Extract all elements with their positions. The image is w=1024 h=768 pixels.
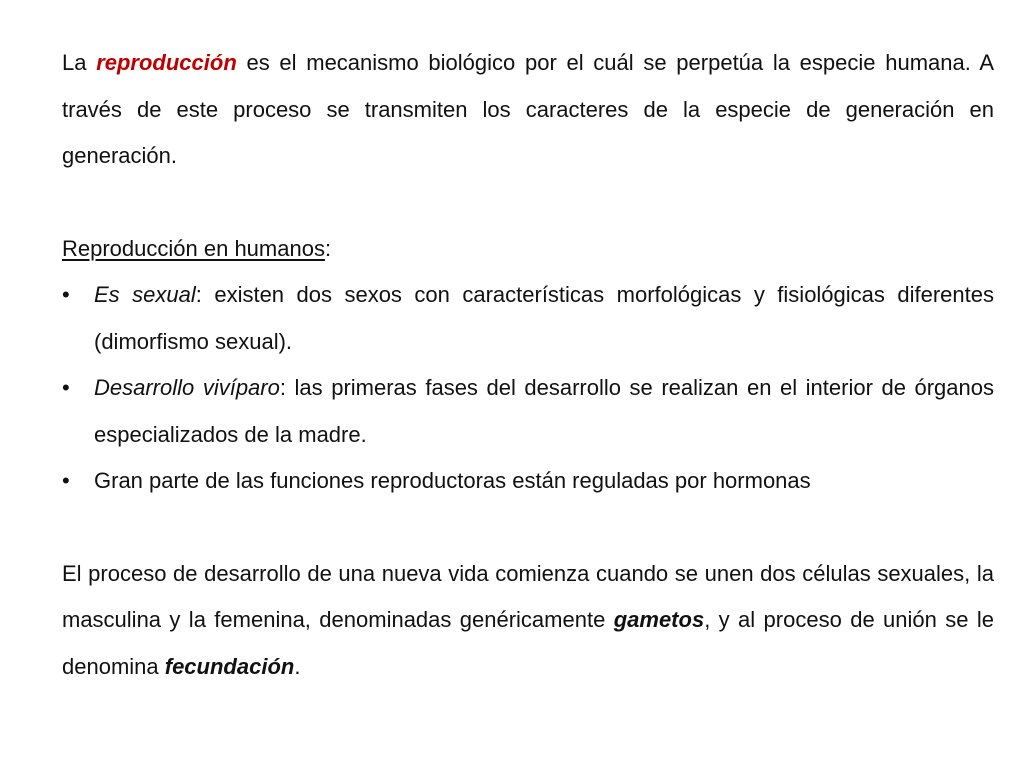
intro-prefix: La — [62, 50, 97, 75]
section-heading-colon: : — [324, 235, 332, 261]
bullet-icon: • — [62, 375, 70, 400]
closing-paragraph — [62, 551, 994, 691]
gametos-keyword: gametos — [613, 607, 705, 632]
intro-text: es el mecanismo biológico por el cuál se perpetúa la especie humana. A través de este proceso se transmiten los caracteres de la especie de generación en generación. — [62, 50, 995, 168]
bullet-text: : las primeras fases del desarrollo se realizan en el interior de órganos especializados de la madre. — [94, 375, 995, 447]
intro-paragraph — [62, 40, 994, 180]
section-heading — [62, 226, 994, 273]
bullet-item-sexual — [62, 272, 994, 365]
bullet-item-hormonas — [62, 458, 994, 505]
bullet-icon: • — [62, 468, 70, 493]
spacer — [62, 180, 994, 226]
bullet-item-viviparo — [62, 365, 994, 458]
bullet-term: Desarrollo vivíparo — [94, 375, 280, 400]
closing-text-3: . — [294, 653, 301, 679]
closing-text-1: El proceso de desarrollo de una nueva vida comienza cuando se unen dos células sexuales, la masculina y la femenina, denominadas genéricamente — [62, 560, 994, 632]
bullet-text: Gran parte de las funciones reproductoras están reguladas por hormonas — [94, 468, 811, 493]
fecundacion-keyword: fecundación — [164, 653, 295, 679]
slide-content — [62, 40, 994, 690]
spacer — [62, 505, 994, 551]
bullet-list — [62, 272, 994, 505]
bullet-icon: • — [62, 282, 70, 307]
bullet-term: Es sexual — [94, 282, 196, 307]
section-heading-text: Reproducción en humanos — [62, 235, 325, 261]
reproduccion-keyword: reproducción — [96, 50, 237, 75]
closing-text-2: , y al proceso de unión se le denomina — [62, 607, 995, 679]
bullet-text: : existen dos sexos con características morfológicas y fisiológicas diferentes (dimorfismo sexual). — [94, 282, 994, 354]
